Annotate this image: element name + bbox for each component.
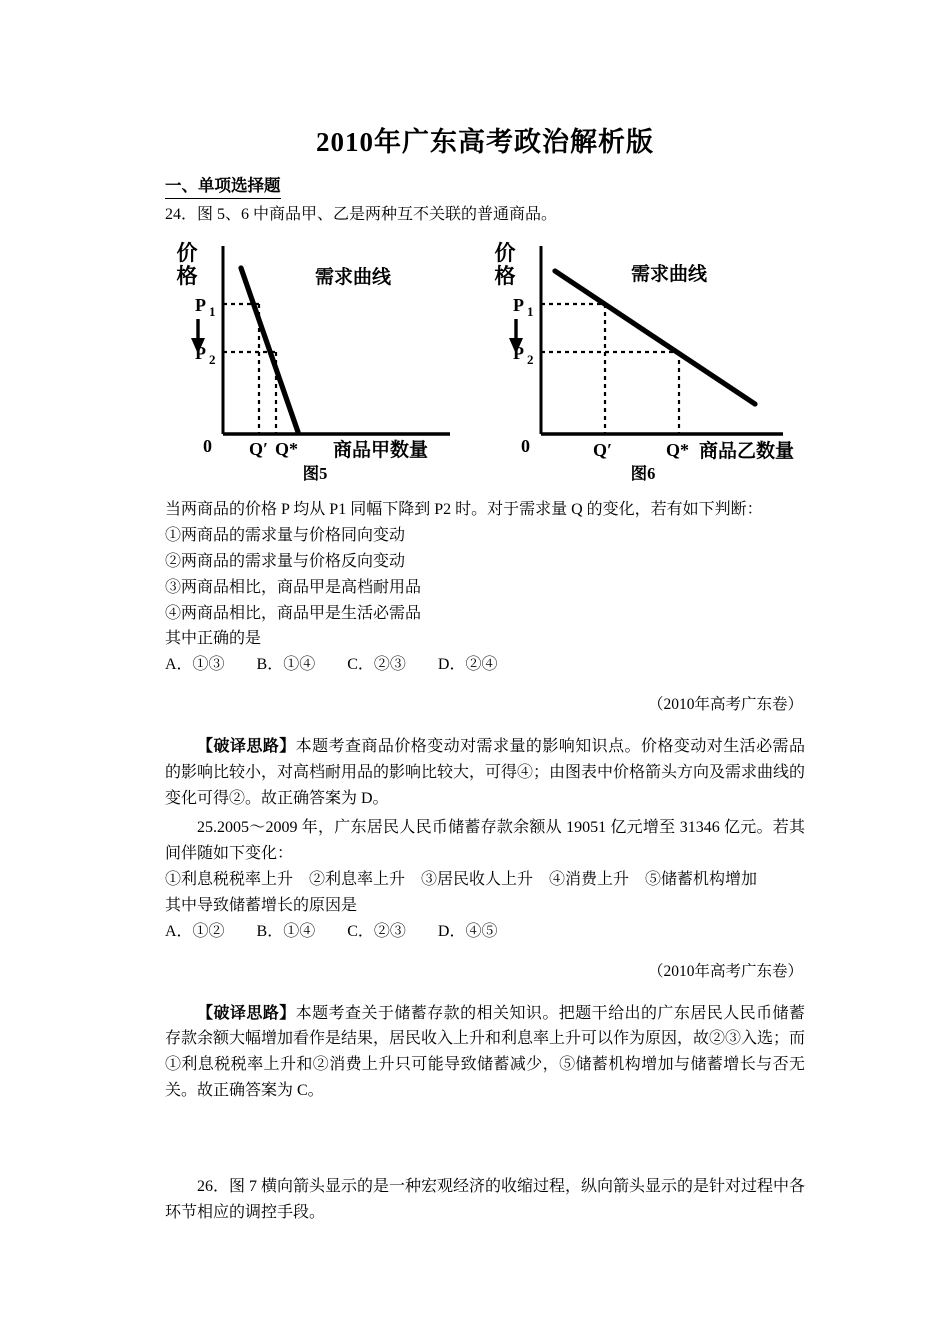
- svg-text:2: 2: [209, 351, 216, 367]
- page-title: 2010年广东高考政治解析版: [316, 127, 654, 157]
- question-24-lead: 当两商品的价格 P 均从 P1 同幅下降到 P2 时。对于需求量 Q 的变化，若有如下判断：: [165, 500, 763, 518]
- svg-text:P: P: [195, 342, 206, 363]
- page-content: [165, 0, 805, 1226]
- svg-text:P: P: [195, 294, 206, 315]
- svg-text:Q*: Q*: [666, 439, 690, 460]
- figure-6: [483, 236, 803, 484]
- section-heading-wrap: [165, 158, 805, 199]
- question-24-attribution: （2010年高考广东卷）: [647, 696, 803, 714]
- question-24-ask: 其中正确的是: [165, 630, 262, 648]
- question-25-explanation: [165, 1001, 805, 1105]
- svg-text:1: 1: [209, 303, 216, 319]
- figure-6-svg: [483, 236, 803, 464]
- question-24-item-1: ①两商品的需求量与价格同向变动: [165, 526, 406, 544]
- figure-5: [165, 236, 465, 484]
- svg-text:价: 价: [494, 240, 516, 265]
- question-26-stem: 26．图 7 横向箭头显示的是一种宏观经济的收缩过程，纵向箭头显示的是针对过程中各环节相应的调控手段。: [165, 1178, 806, 1222]
- explanation-body-24: 本题考查商品价格变动对需求量的影响知识点。价格变动对生活必需品的影响比较小，对高档耐用品的影响比较大，可得④；由图表中价格箭头方向及需求曲线的变化可得②。故正确答案为 D。: [165, 738, 806, 808]
- section-heading: 一、单项选择题: [165, 176, 281, 199]
- question-25-stem: 25.2005～2009 年，广东居民人民币储蓄存款余额从 19051 亿元增至 31346 亿元。若其间伴随如下变化：: [165, 818, 805, 862]
- question-24-explanation: [165, 734, 805, 812]
- svg-text:P: P: [513, 294, 524, 315]
- svg-text:0: 0: [203, 435, 212, 456]
- question-24-item-3: ③两商品相比，商品甲是高档耐用品: [165, 578, 422, 596]
- question-25-ask: 其中导致储蓄增长的原因是: [165, 896, 358, 914]
- question-25-block: [165, 815, 805, 981]
- svg-text:需求曲线: 需求曲线: [315, 266, 392, 288]
- svg-text:1: 1: [527, 303, 534, 319]
- svg-text:格: 格: [494, 263, 516, 288]
- svg-text:0: 0: [521, 435, 530, 456]
- svg-text:格: 格: [176, 263, 198, 288]
- question-25-options[interactable]: A．①② B．①④ C．②③ D．④⑤: [165, 922, 498, 940]
- svg-text:P: P: [513, 342, 524, 363]
- figure-group: [165, 236, 805, 494]
- svg-text:Q*: Q*: [275, 438, 299, 459]
- svg-text:价: 价: [176, 240, 198, 265]
- question-24-item-2: ②两商品的需求量与价格反向变动: [165, 552, 406, 570]
- svg-text:商品乙数量: 商品乙数量: [699, 440, 795, 462]
- svg-text:需求曲线: 需求曲线: [631, 263, 708, 285]
- explanation-label-25: 【破译思路】: [197, 1004, 296, 1022]
- figure-5-caption: 图5: [302, 463, 328, 483]
- explanation-label-24: 【破译思路】: [197, 738, 296, 756]
- figure-5-svg: [165, 236, 465, 464]
- question-24-options[interactable]: A．①③ B．①④ C．②③ D．②④: [165, 656, 498, 674]
- question-25-attribution: （2010年高考广东卷）: [647, 962, 803, 980]
- figure-6-caption: 图6: [630, 463, 656, 483]
- svg-text:Q′: Q′: [593, 439, 613, 460]
- svg-text:Q′: Q′: [249, 438, 269, 459]
- question-24-stem: 24．图 5、6 中商品甲、乙是两种互不关联的普通商品。: [165, 206, 558, 224]
- svg-text:2: 2: [527, 351, 534, 367]
- explanation-body-25: 本题考查关于储蓄存款的相关知识。把题干给出的广东居民人民币储蓄存款余额大幅增加看作是结果，居民收入上升和利息率上升可以作为原因，故②③入选；而①利息税税率上升和②消费上升只可能导致储蓄减少，⑤储蓄机构增加与储蓄增长与否无关。故正确答案为 C。: [165, 1004, 806, 1100]
- question-24-item-4: ④两商品相比，商品甲是生活必需品: [165, 604, 422, 622]
- question-25-items: ①利息税税率上升 ②利息率上升 ③居民收人上升 ④消费上升 ⑤储蓄机构增加: [165, 870, 758, 888]
- svg-text:商品甲数量: 商品甲数量: [333, 439, 429, 461]
